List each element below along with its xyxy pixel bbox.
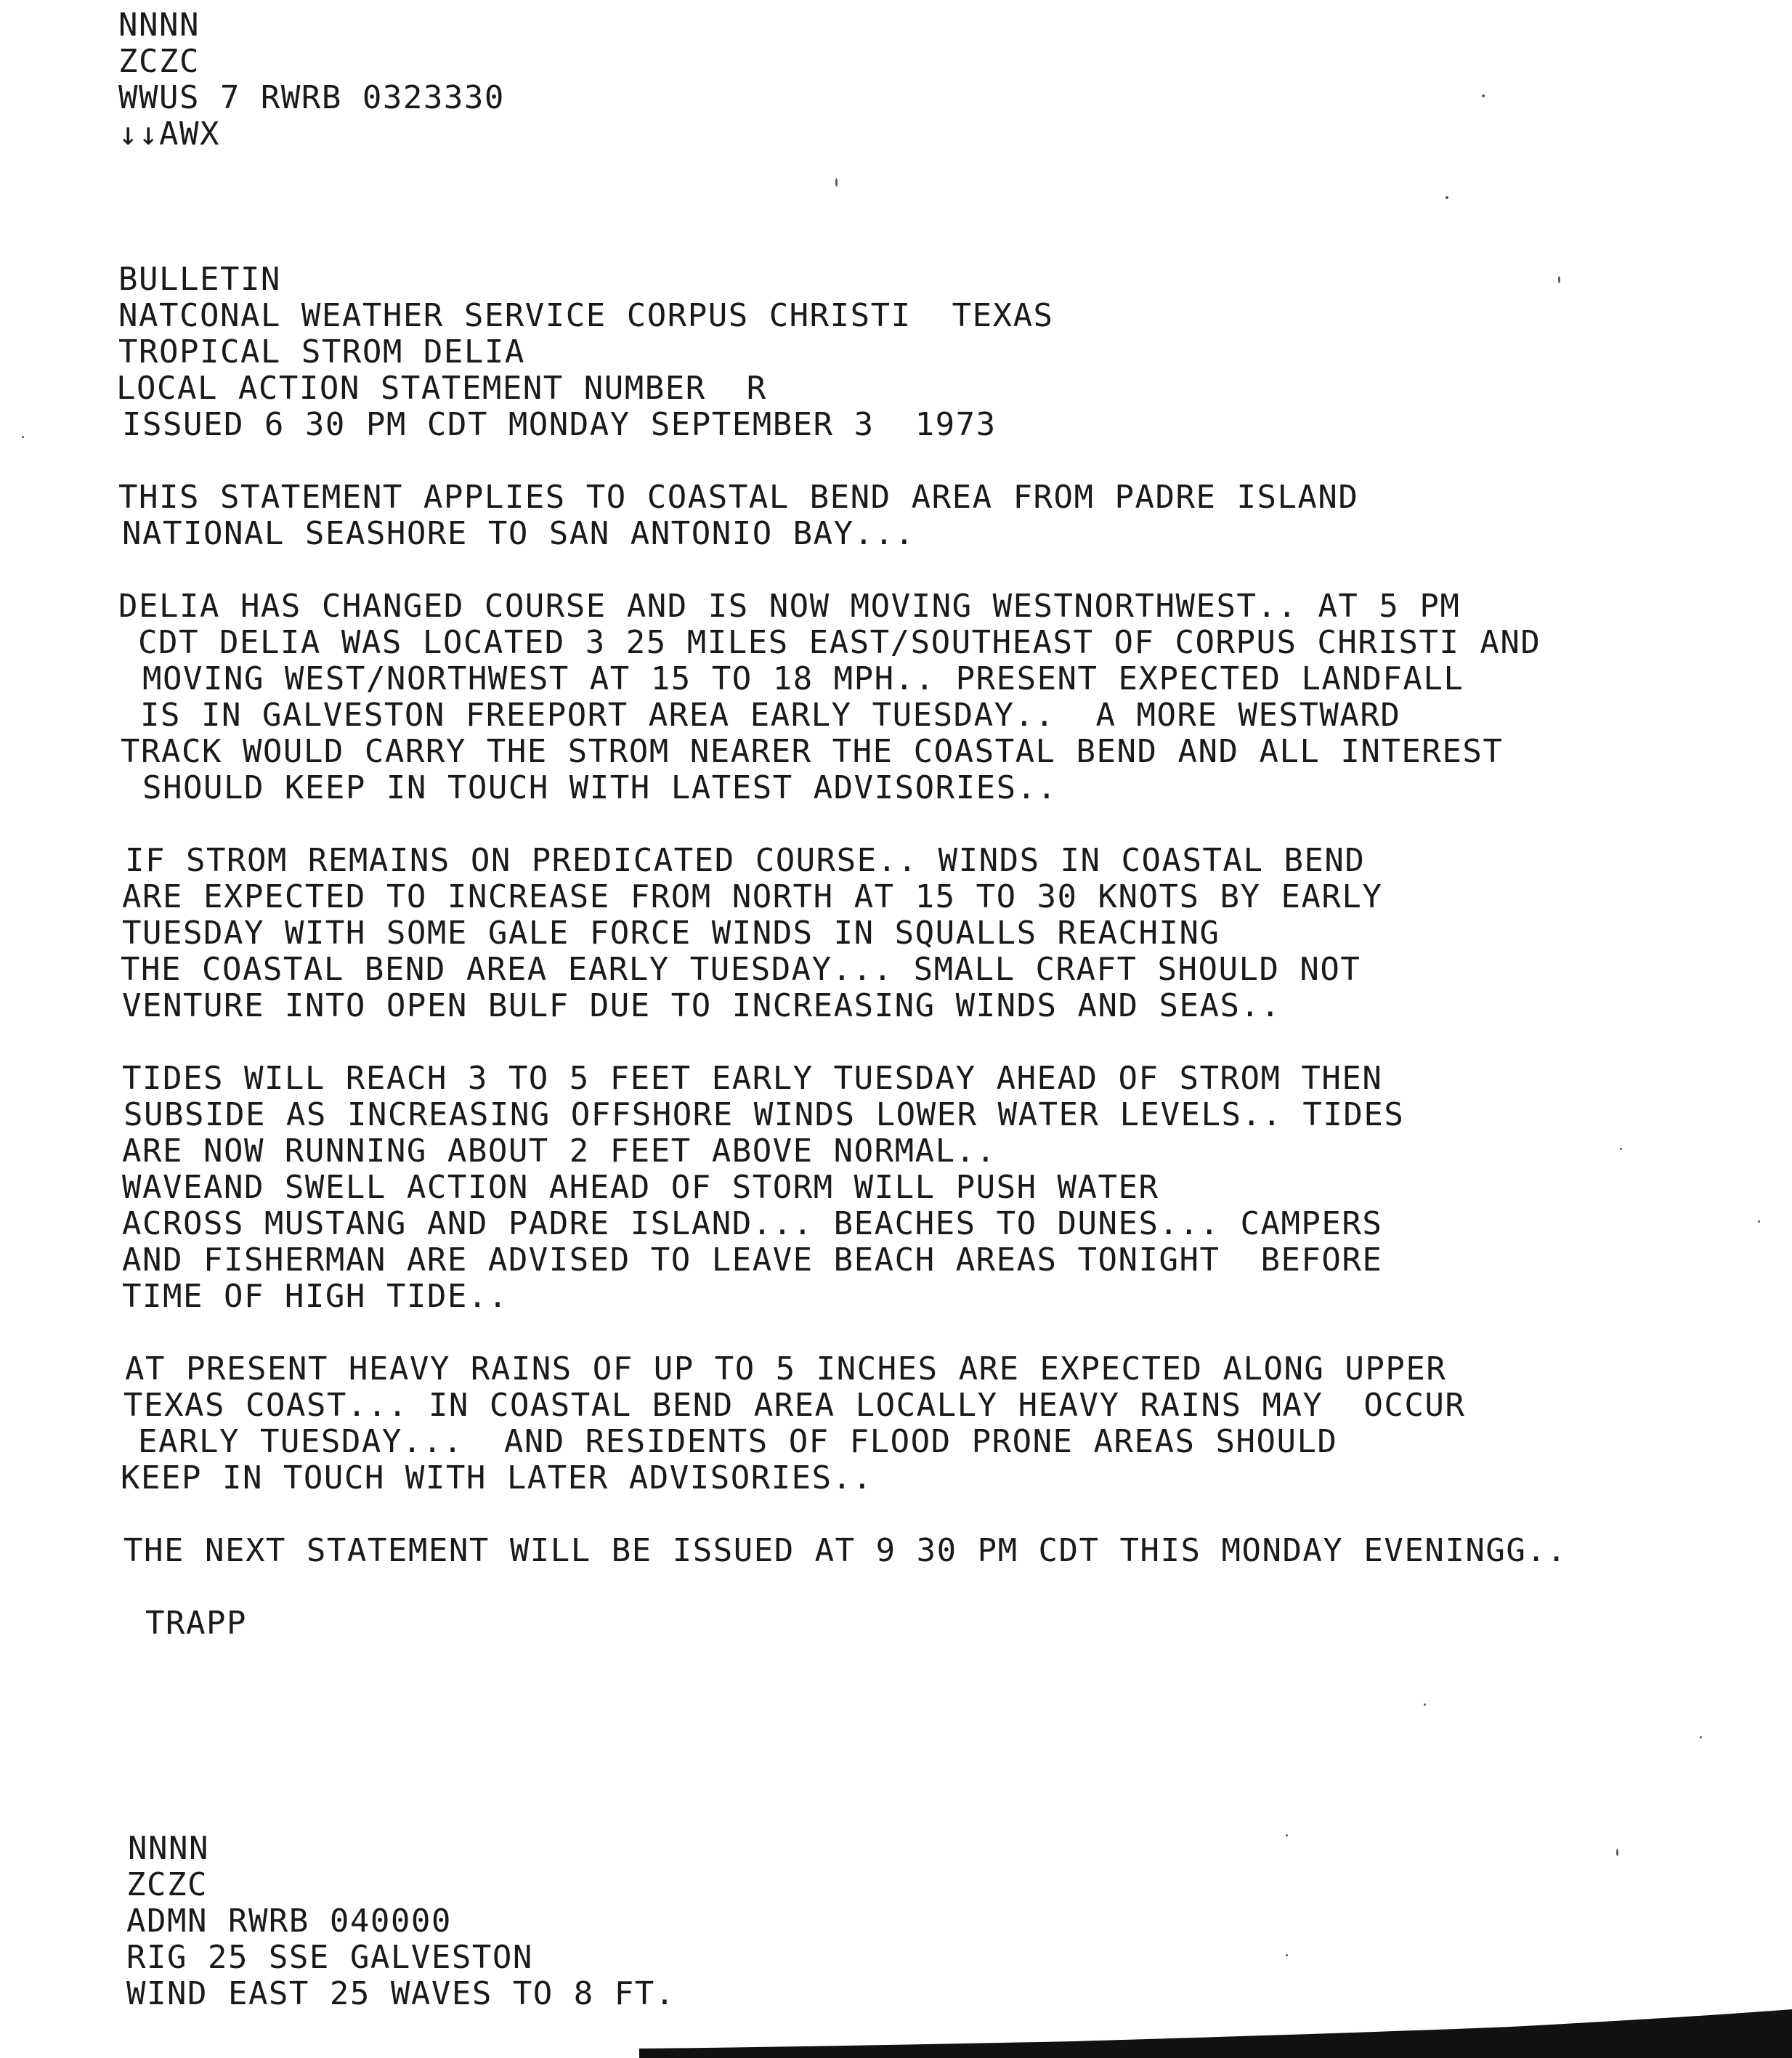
paragraph-line: TIDES WILL REACH 3 TO 5 FEET EARLY TUESDAY AHEAD OF STROM THEN [122, 1060, 1383, 1097]
bulletin-statement-number: LOCAL ACTION STATEMENT NUMBER R [116, 370, 767, 407]
scan-speck [1446, 196, 1448, 199]
paragraph-line: CDT DELIA WAS LOCATED 3 25 MILES EAST/SOUTHEAST OF CORPUS CHRISTI AND [138, 624, 1541, 661]
paragraph-line: TUESDAY WITH SOME GALE FORCE WINDS IN SQUALLS REACHING [122, 915, 1220, 952]
scan-speck [1616, 1849, 1618, 1856]
scan-speck [1558, 276, 1560, 283]
bulletin-storm-name: TROPICAL STROM DELIA [118, 333, 525, 370]
bulletin-office: NATCONAL WEATHER SERVICE CORPUS CHRISTI TEXAS [118, 297, 1054, 334]
paragraph-line: AT PRESENT HEAVY RAINS OF UP TO 5 INCHES ARE EXPECTED ALONG UPPER [125, 1350, 1447, 1387]
paragraph-line: THE COASTAL BEND AREA EARLY TUESDAY... SMALL CRAFT SHOULD NOT [121, 951, 1361, 988]
scan-speck [1424, 1703, 1426, 1706]
header-line: ZCZC [118, 43, 200, 80]
scan-speck [1286, 1834, 1288, 1836]
paragraph-line: DELIA HAS CHANGED COURSE AND IS NOW MOVING WESTNORTHWEST.. AT 5 PM [118, 588, 1461, 625]
paragraph-line: TIME OF HIGH TIDE.. [122, 1278, 508, 1315]
scan-speck [1482, 94, 1485, 97]
paragraph-line: THIS STATEMENT APPLIES TO COASTAL BEND AREA FROM PADRE ISLAND [118, 479, 1359, 516]
scan-speck [1758, 1220, 1760, 1223]
scan-speck [1620, 1148, 1622, 1150]
header-line: NNNN [118, 7, 200, 44]
header-line: ↓↓AWX [118, 116, 220, 153]
paragraph-line: NATIONAL SEASHORE TO SAN ANTONIO BAY... [122, 515, 915, 552]
bulletin-title: BULLETIN [118, 261, 281, 298]
bulletin-issued: ISSUED 6 30 PM CDT MONDAY SEPTEMBER 3 1973 [122, 406, 997, 443]
paragraph-line: SUBSIDE AS INCREASING OFFSHORE WINDS LOWER WATER LEVELS.. TIDES [123, 1096, 1405, 1133]
paragraph-line: TRACK WOULD CARRY THE STROM NEARER THE COASTAL BEND AND ALL INTEREST [121, 733, 1504, 770]
paragraph-line: EARLY TUESDAY... AND RESIDENTS OF FLOOD PRONE AREAS SHOULD [138, 1423, 1338, 1460]
footer-line: ZCZC [126, 1866, 208, 1903]
next-statement-line: THE NEXT STATEMENT WILL BE ISSUED AT 9 30 PM CDT THIS MONDAY EVENINGG.. [123, 1532, 1568, 1569]
paragraph-line: ACROSS MUSTANG AND PADRE ISLAND... BEACHES TO DUNES... CAMPERS [122, 1205, 1383, 1242]
paragraph-line: SHOULD KEEP IN TOUCH WITH LATEST ADVISORIES.. [142, 769, 1058, 806]
footer-line: NNNN [128, 1830, 209, 1867]
paragraph-line: VENTURE INTO OPEN BULF DUE TO INCREASING WINDS AND SEAS.. [122, 987, 1281, 1024]
footer-line: ADMN RWRB 040000 [126, 1903, 452, 1940]
paragraph-line: IF STROM REMAINS ON PREDICATED COURSE.. WINDS IN COASTAL BEND [125, 842, 1366, 879]
scan-speck [1286, 1954, 1288, 1956]
paragraph-line: IS IN GALVESTON FREEPORT AREA EARLY TUESDAY.. A MORE WESTWARD [140, 697, 1401, 734]
paragraph-line: WAVEAND SWELL ACTION AHEAD OF STORM WILL PUSH WATER [122, 1169, 1159, 1206]
footer-line: WIND EAST 25 WAVES TO 8 FT. [126, 1975, 676, 2012]
header-line: WWUS 7 RWRB 0323330 [118, 79, 505, 116]
torn-page-edge [639, 1990, 1792, 2058]
paragraph-line: MOVING WEST/NORTHWEST AT 15 TO 18 MPH.. PRESENT EXPECTED LANDFALL [142, 660, 1464, 697]
scan-speck [22, 436, 24, 438]
paragraph-line: KEEP IN TOUCH WITH LATER ADVISORIES.. [121, 1459, 873, 1496]
paragraph-line: ARE NOW RUNNING ABOUT 2 FEET ABOVE NORMAL.. [122, 1133, 997, 1170]
signature: TRAPP [145, 1605, 247, 1642]
paragraph-line: ARE EXPECTED TO INCREASE FROM NORTH AT 15 TO 30 KNOTS BY EARLY [122, 878, 1383, 915]
scan-speck [1700, 1736, 1702, 1738]
scan-speck [835, 178, 838, 187]
paragraph-line: TEXAS COAST... IN COASTAL BEND AREA LOCALLY HEAVY RAINS MAY OCCUR [123, 1387, 1466, 1424]
footer-line: RIG 25 SSE GALVESTON [126, 1939, 533, 1976]
paragraph-line: AND FISHERMAN ARE ADVISED TO LEAVE BEACH AREAS TONIGHT BEFORE [122, 1241, 1383, 1279]
